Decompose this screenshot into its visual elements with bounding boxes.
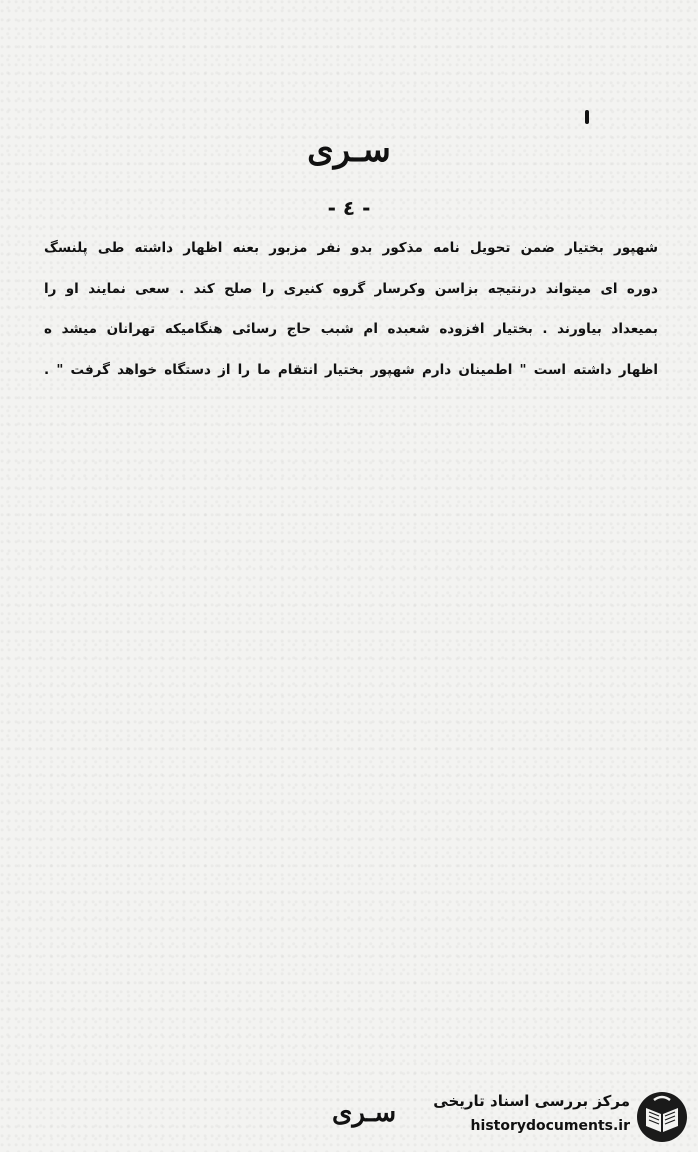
watermark-title: مرکز بررسی اسناد تاریخی	[433, 1092, 630, 1110]
watermark-url: historydocuments.ir	[470, 1118, 630, 1134]
page-number: - ٤ -	[327, 196, 371, 220]
body-line: دوره ای میتواند درنتیجه بزاسن وکرسار گروه کنیری را صلح کند . سعی نمایند او را	[44, 280, 658, 297]
body-line: بمیعداد بیاورند . بختیار افزوده شعبده ام شبب حاج رسائی هنگامیکه تهرانان میشد ه	[44, 321, 658, 337]
document-heading: سـری	[307, 130, 391, 170]
body-line: شهپور بختیار ضمن تحویل نامه مذکور بدو نفر مزبور بعنه اظهار داشته طی پلنسگ	[44, 240, 658, 256]
document-body	[44, 228, 658, 390]
watermark-logo	[412, 1088, 692, 1146]
body-line: اظهار داشته است " اطمینان دارم شهپور بختیار انتقام ما را از دستگاه خواهد گرفت " .	[44, 361, 658, 378]
footer-heading: سـری	[332, 1098, 397, 1128]
open-book-logo-icon	[634, 1090, 690, 1144]
corner-mark	[585, 110, 589, 124]
